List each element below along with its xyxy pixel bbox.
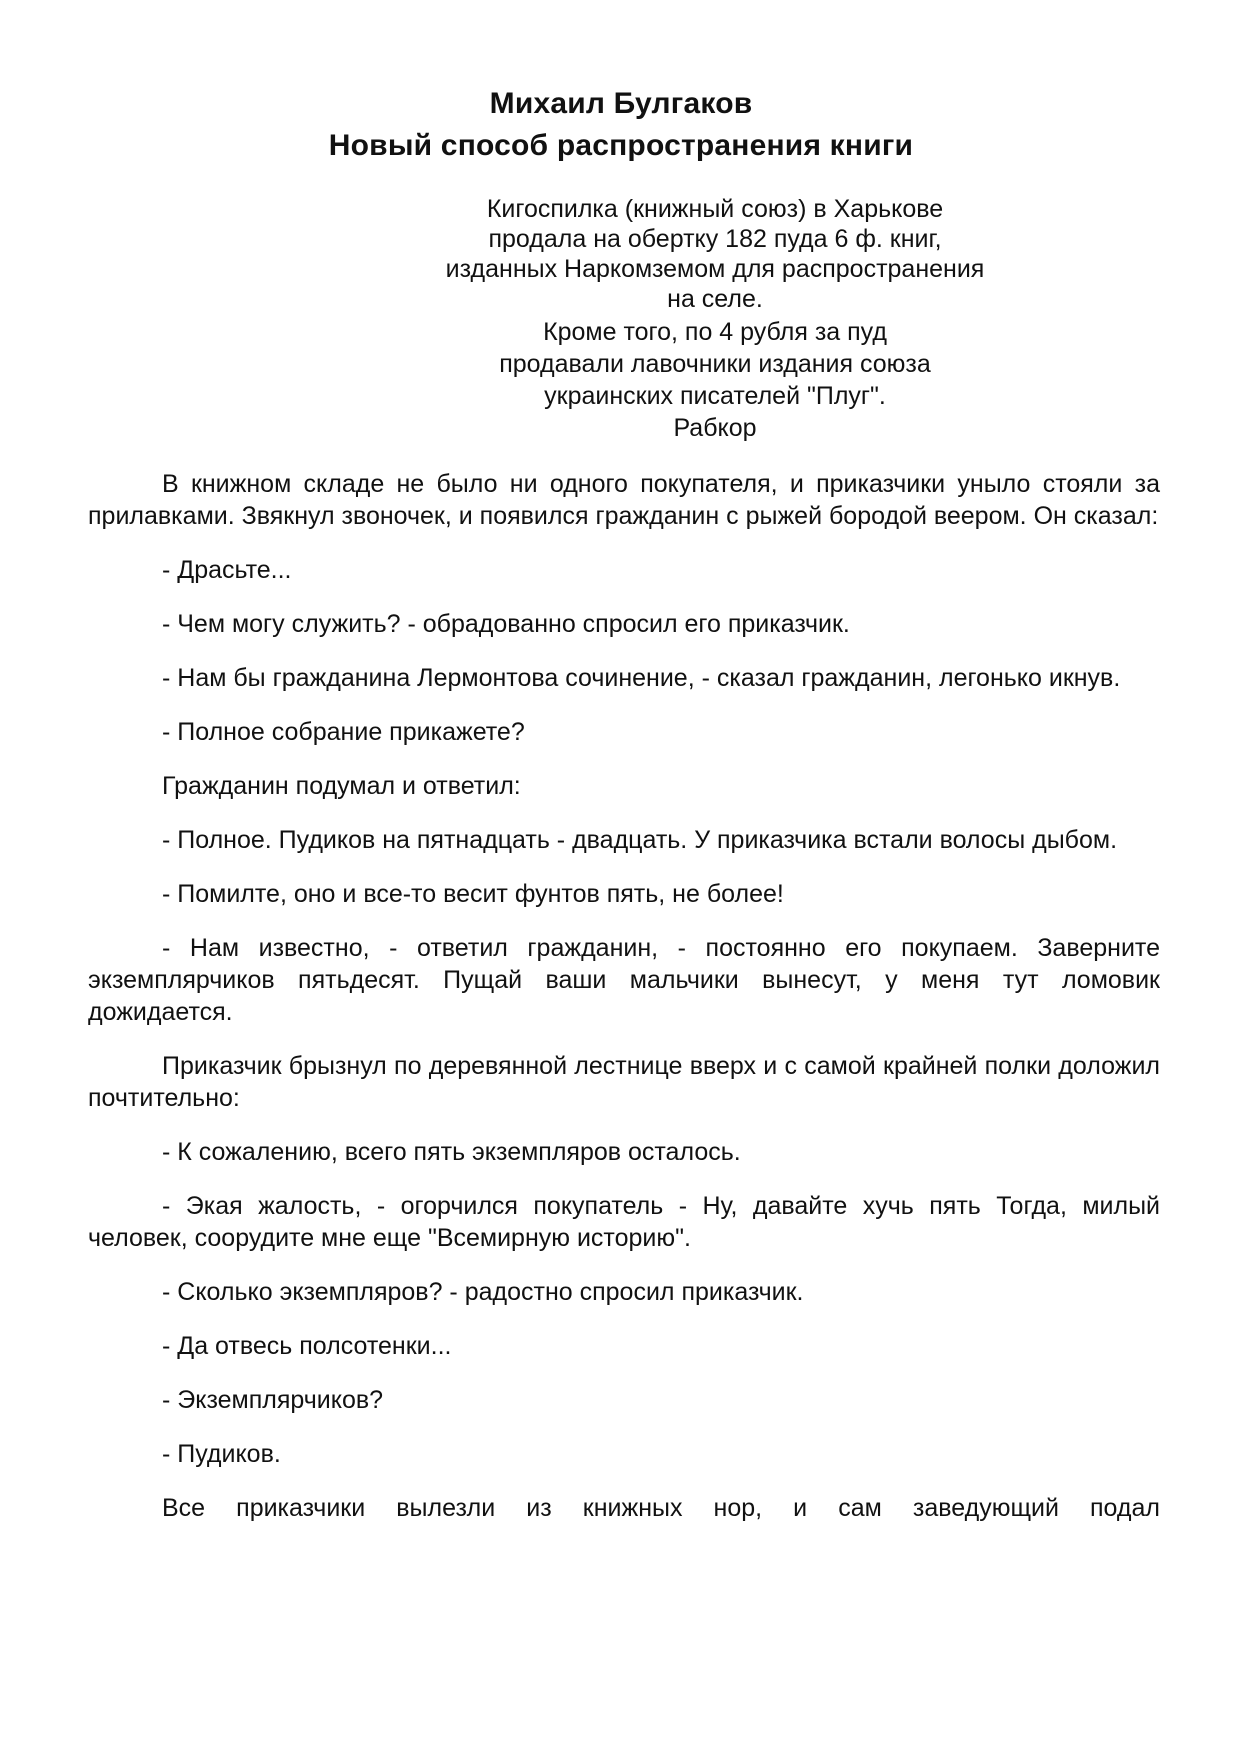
paragraph: - Сколько экземпляров? - радостно спросил приказчик. [162, 1278, 804, 1306]
paragraph: Все приказчики вылезли из книжных нор, и сам заведующий подал [162, 1494, 1160, 1522]
epigraph-signature: Рабкор [673, 414, 757, 442]
paragraph: - Нам бы гражданина Лермонтова сочинение, - сказал гражданин, легонько икнув. [162, 664, 1121, 692]
paragraph: - Экая жалость, - огорчился покупатель - Ну, давайте хучь пять Тогда, милый человек, соорудите мне еще "Всемирную историю". [88, 1192, 1160, 1252]
epigraph-line: на селе. [667, 285, 763, 313]
paragraph: - Экземплярчиков? [162, 1386, 384, 1414]
epigraph-line: продала на обертку 182 пуда 6 ф. книг, [488, 225, 942, 253]
epigraph-line: Кигоспилка (книжный союз) в Харькове [486, 195, 944, 223]
paragraph: - Пудиков. [162, 1440, 281, 1468]
paragraph: В книжном складе не было ни одного покупателя, и приказчики уныло стояли за прилавками. Звякнул звоночек, и появился гражданин с рыжей бородой веером. Он сказал: [88, 470, 1160, 530]
epigraph-line: украинских писателей "Плуг". [544, 382, 886, 410]
paragraph: - Помилте, оно и все-то весит фунтов пять, не более! [162, 880, 784, 908]
paragraph: - Драсьте... [162, 556, 292, 584]
paragraph: - Нам известно, - ответил гражданин, - постоянно его покупаем. Заверните экземплярчиков пятьдесят. Пущай ваши мальчики вынесут, у меня тут ломовик дожидается. [88, 934, 1160, 1026]
paragraph: - Да отвесь полсотенки... [162, 1332, 452, 1360]
story-title: Новый способ распространения книги [328, 129, 914, 162]
paragraph: - Полное. Пудиков на пятнадцать - двадцать. У приказчика встали волосы дыбом. [162, 826, 1118, 854]
paragraph: Приказчик брызнул по деревянной лестнице вверх и с самой крайней полки доложил почтительно: [88, 1052, 1160, 1112]
epigraph-line: продавали лавочники издания союза [499, 350, 931, 378]
paragraph: - К сожалению, всего пять экземпляров осталось. [162, 1138, 741, 1166]
paragraph: - Полное собрание прикажете? [162, 718, 525, 746]
story-body [88, 468, 1160, 1524]
epigraph-line: Кроме того, по 4 рубля за пуд [543, 318, 887, 346]
epigraph-line: изданных Наркомземом для распространения [445, 255, 985, 283]
author-name: Михаил Булгаков [489, 87, 753, 120]
paragraph: Гражданин подумал и ответил: [162, 772, 521, 800]
paragraph: - Чем могу служить? - обрадованно спросил его приказчик. [162, 610, 850, 638]
